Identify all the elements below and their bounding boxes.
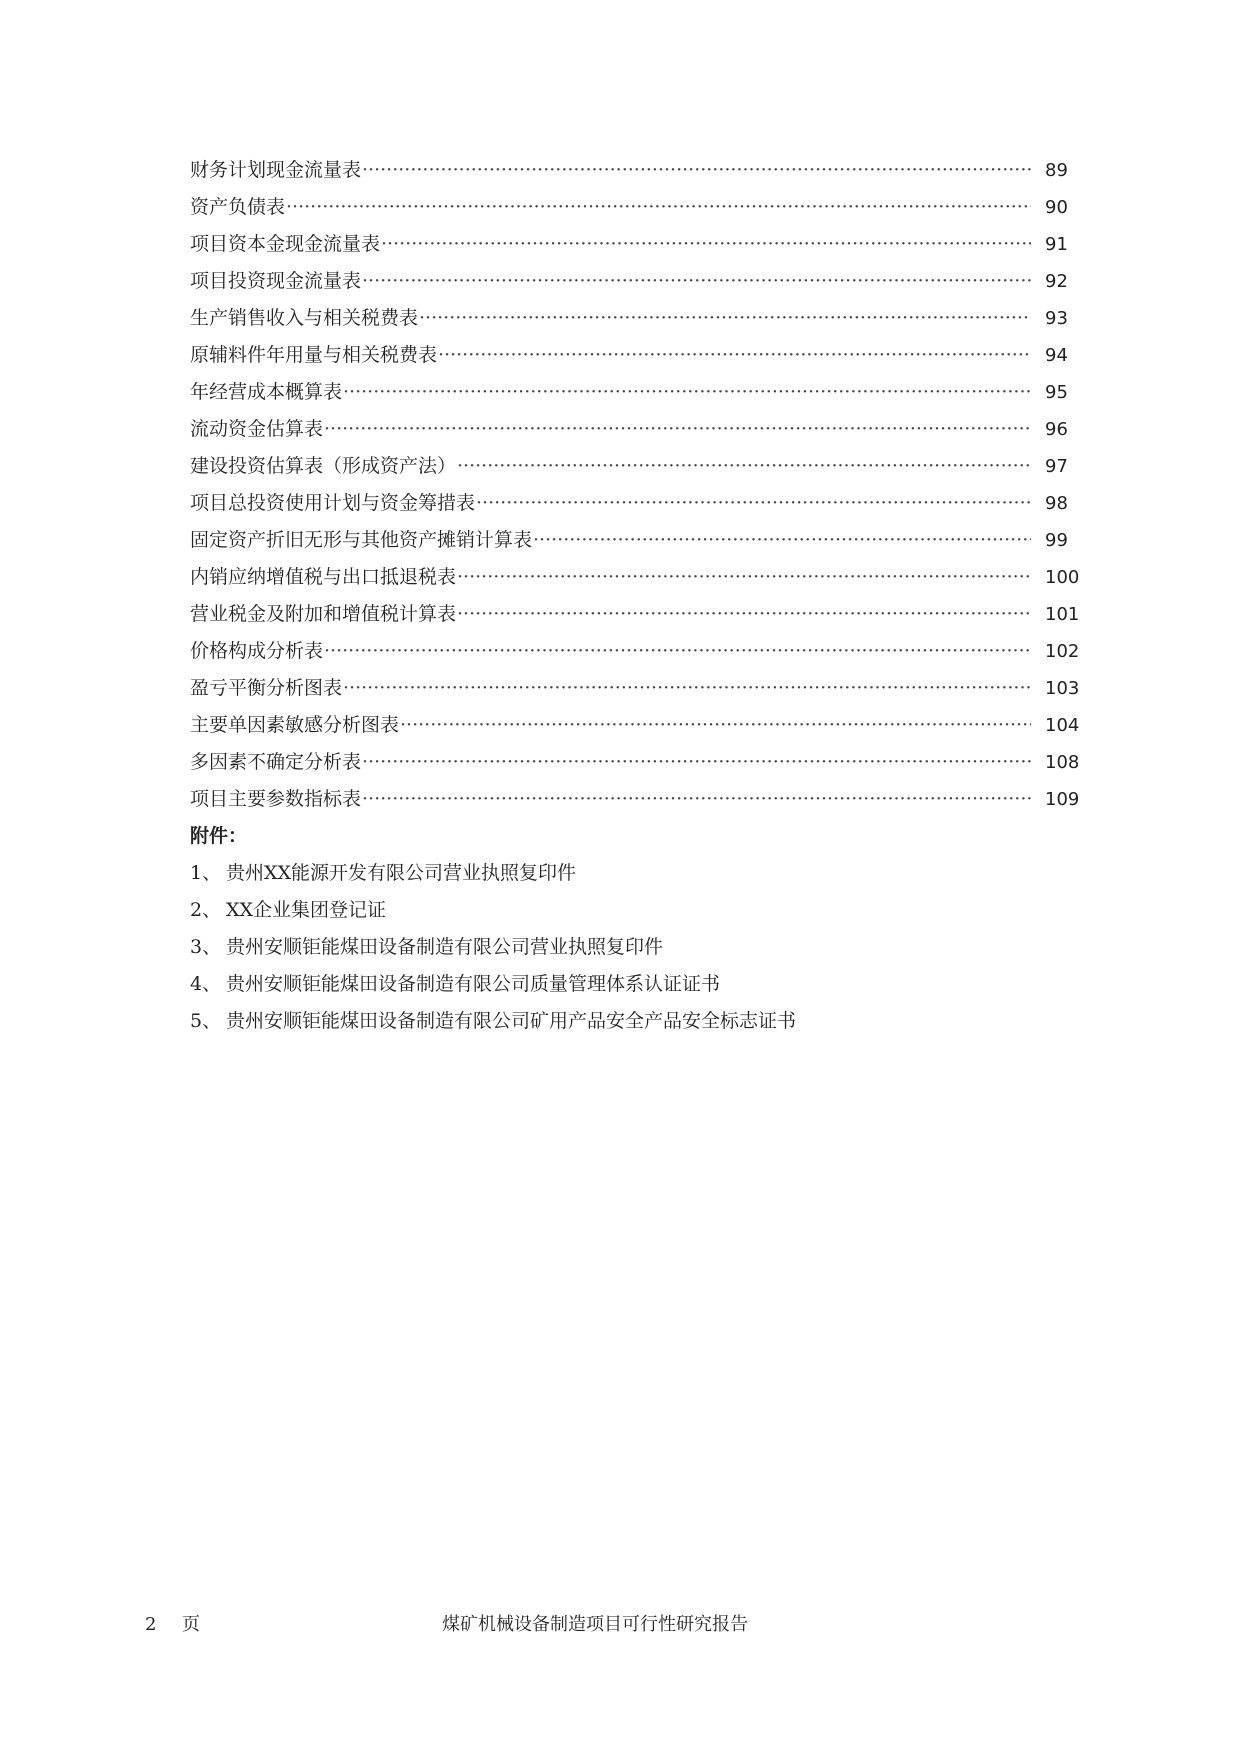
toc-entry-label: 营业税金及附加和增值税计算表 (190, 603, 457, 625)
attachment-text: 贵州XX能源开发有限公司营业执照复印件 (226, 862, 577, 884)
toc-entry[interactable] (190, 263, 1085, 300)
toc-dot-leader (438, 337, 1031, 374)
toc-entry-label: 项目主要参数指标表 (190, 788, 362, 810)
toc-dot-leader (286, 189, 1031, 226)
toc-entry-label: 流动资金估算表 (190, 418, 324, 440)
attachments-heading: 附件： (190, 825, 248, 847)
toc-entry-label: 财务计划现金流量表 (190, 159, 362, 181)
toc-entry-label: 固定资产折旧无形与其他资产摊销计算表 (190, 529, 533, 551)
toc-entry[interactable] (190, 152, 1085, 189)
toc-entry[interactable] (190, 781, 1085, 818)
attachment-text: 贵州安顺钜能煤田设备制造有限公司营业执照复印件 (226, 936, 664, 958)
toc-entry[interactable] (190, 522, 1085, 559)
toc-entry[interactable] (190, 559, 1085, 596)
toc-dot-leader (362, 744, 1031, 781)
toc-entry[interactable] (190, 411, 1085, 448)
toc-entry-page-number: 104 (1045, 715, 1080, 736)
footer-page-number: 2 (145, 1614, 157, 1635)
toc-entry-label: 项目投资现金流量表 (190, 270, 362, 292)
toc-entry-page-number: 103 (1045, 678, 1080, 699)
toc-entry-page-number: 91 (1045, 234, 1068, 255)
toc-entry[interactable] (190, 337, 1085, 374)
attachment-number: 1、 (190, 862, 222, 884)
table-of-contents (190, 152, 1085, 818)
toc-dot-leader (419, 300, 1031, 337)
toc-entry-page-number: 99 (1045, 530, 1068, 551)
toc-entry-label: 项目资本金现金流量表 (190, 233, 381, 255)
toc-entry-label: 价格构成分析表 (190, 640, 324, 662)
attachment-number: 5、 (190, 1010, 222, 1032)
toc-entry-page-number: 109 (1045, 789, 1080, 810)
attachments-list (190, 855, 1090, 1040)
toc-dot-leader (457, 559, 1031, 596)
attachment-text: XX企业集团登记证 (226, 899, 387, 921)
toc-entry-page-number: 90 (1045, 197, 1068, 218)
attachment-number: 2、 (190, 899, 222, 921)
toc-entry[interactable] (190, 670, 1085, 707)
toc-entry-label: 项目总投资使用计划与资金筹措表 (190, 492, 476, 514)
footer-document-title: 煤矿机械设备制造项目可行性研究报告 (442, 1614, 748, 1635)
toc-dot-leader (476, 485, 1031, 522)
toc-dot-leader (362, 263, 1031, 300)
attachment-text: 贵州安顺钜能煤田设备制造有限公司矿用产品安全产品安全标志证书 (226, 1010, 797, 1032)
toc-dot-leader (381, 226, 1031, 263)
attachment-item (190, 892, 1090, 929)
toc-entry-label: 建设投资估算表（形成资产法） (190, 455, 457, 477)
toc-entry[interactable] (190, 374, 1085, 411)
toc-dot-leader (343, 374, 1031, 411)
attachment-item (190, 966, 1090, 1003)
footer-page-unit: 页 (182, 1614, 200, 1635)
toc-entry[interactable] (190, 448, 1085, 485)
attachment-item (190, 929, 1090, 966)
attachment-item (190, 1003, 1090, 1040)
toc-dot-leader (457, 596, 1031, 633)
toc-entry-page-number: 100 (1045, 567, 1080, 588)
toc-entry[interactable] (190, 226, 1085, 263)
toc-entry[interactable] (190, 707, 1085, 744)
toc-entry-page-number: 94 (1045, 345, 1068, 366)
toc-entry-page-number: 97 (1045, 456, 1068, 477)
toc-entry[interactable] (190, 596, 1085, 633)
toc-entry[interactable] (190, 189, 1085, 226)
toc-dot-leader (400, 707, 1031, 744)
toc-dot-leader (533, 522, 1031, 559)
attachment-number: 4、 (190, 973, 222, 995)
toc-entry-label: 年经营成本概算表 (190, 381, 343, 403)
toc-entry[interactable] (190, 633, 1085, 670)
toc-dot-leader (343, 670, 1031, 707)
toc-entry-page-number: 96 (1045, 419, 1068, 440)
toc-entry-label: 多因素不确定分析表 (190, 751, 362, 773)
toc-dot-leader (362, 781, 1031, 818)
attachment-number: 3、 (190, 936, 222, 958)
toc-entry-page-number: 95 (1045, 382, 1068, 403)
toc-entry-page-number: 93 (1045, 308, 1068, 329)
toc-entry[interactable] (190, 744, 1085, 781)
toc-dot-leader (457, 448, 1031, 485)
toc-entry-label: 盈亏平衡分析图表 (190, 677, 343, 699)
toc-entry-page-number: 101 (1045, 604, 1080, 625)
toc-entry[interactable] (190, 300, 1085, 337)
toc-entry-label: 资产负债表 (190, 196, 286, 218)
attachment-item (190, 855, 1090, 892)
toc-entry-label: 内销应纳增值税与出口抵退税表 (190, 566, 457, 588)
toc-entry-label: 原辅料件年用量与相关税费表 (190, 344, 438, 366)
toc-entry-page-number: 89 (1045, 160, 1068, 181)
attachment-text: 贵州安顺钜能煤田设备制造有限公司质量管理体系认证证书 (226, 973, 721, 995)
toc-entry[interactable] (190, 485, 1085, 522)
toc-dot-leader (324, 633, 1031, 670)
toc-entry-label: 生产销售收入与相关税费表 (190, 307, 419, 329)
toc-entry-label: 主要单因素敏感分析图表 (190, 714, 400, 736)
toc-entry-page-number: 92 (1045, 271, 1068, 292)
toc-dot-leader (324, 411, 1031, 448)
toc-entry-page-number: 98 (1045, 493, 1068, 514)
toc-dot-leader (362, 152, 1031, 189)
toc-entry-page-number: 102 (1045, 641, 1080, 662)
toc-entry-page-number: 108 (1045, 752, 1080, 773)
